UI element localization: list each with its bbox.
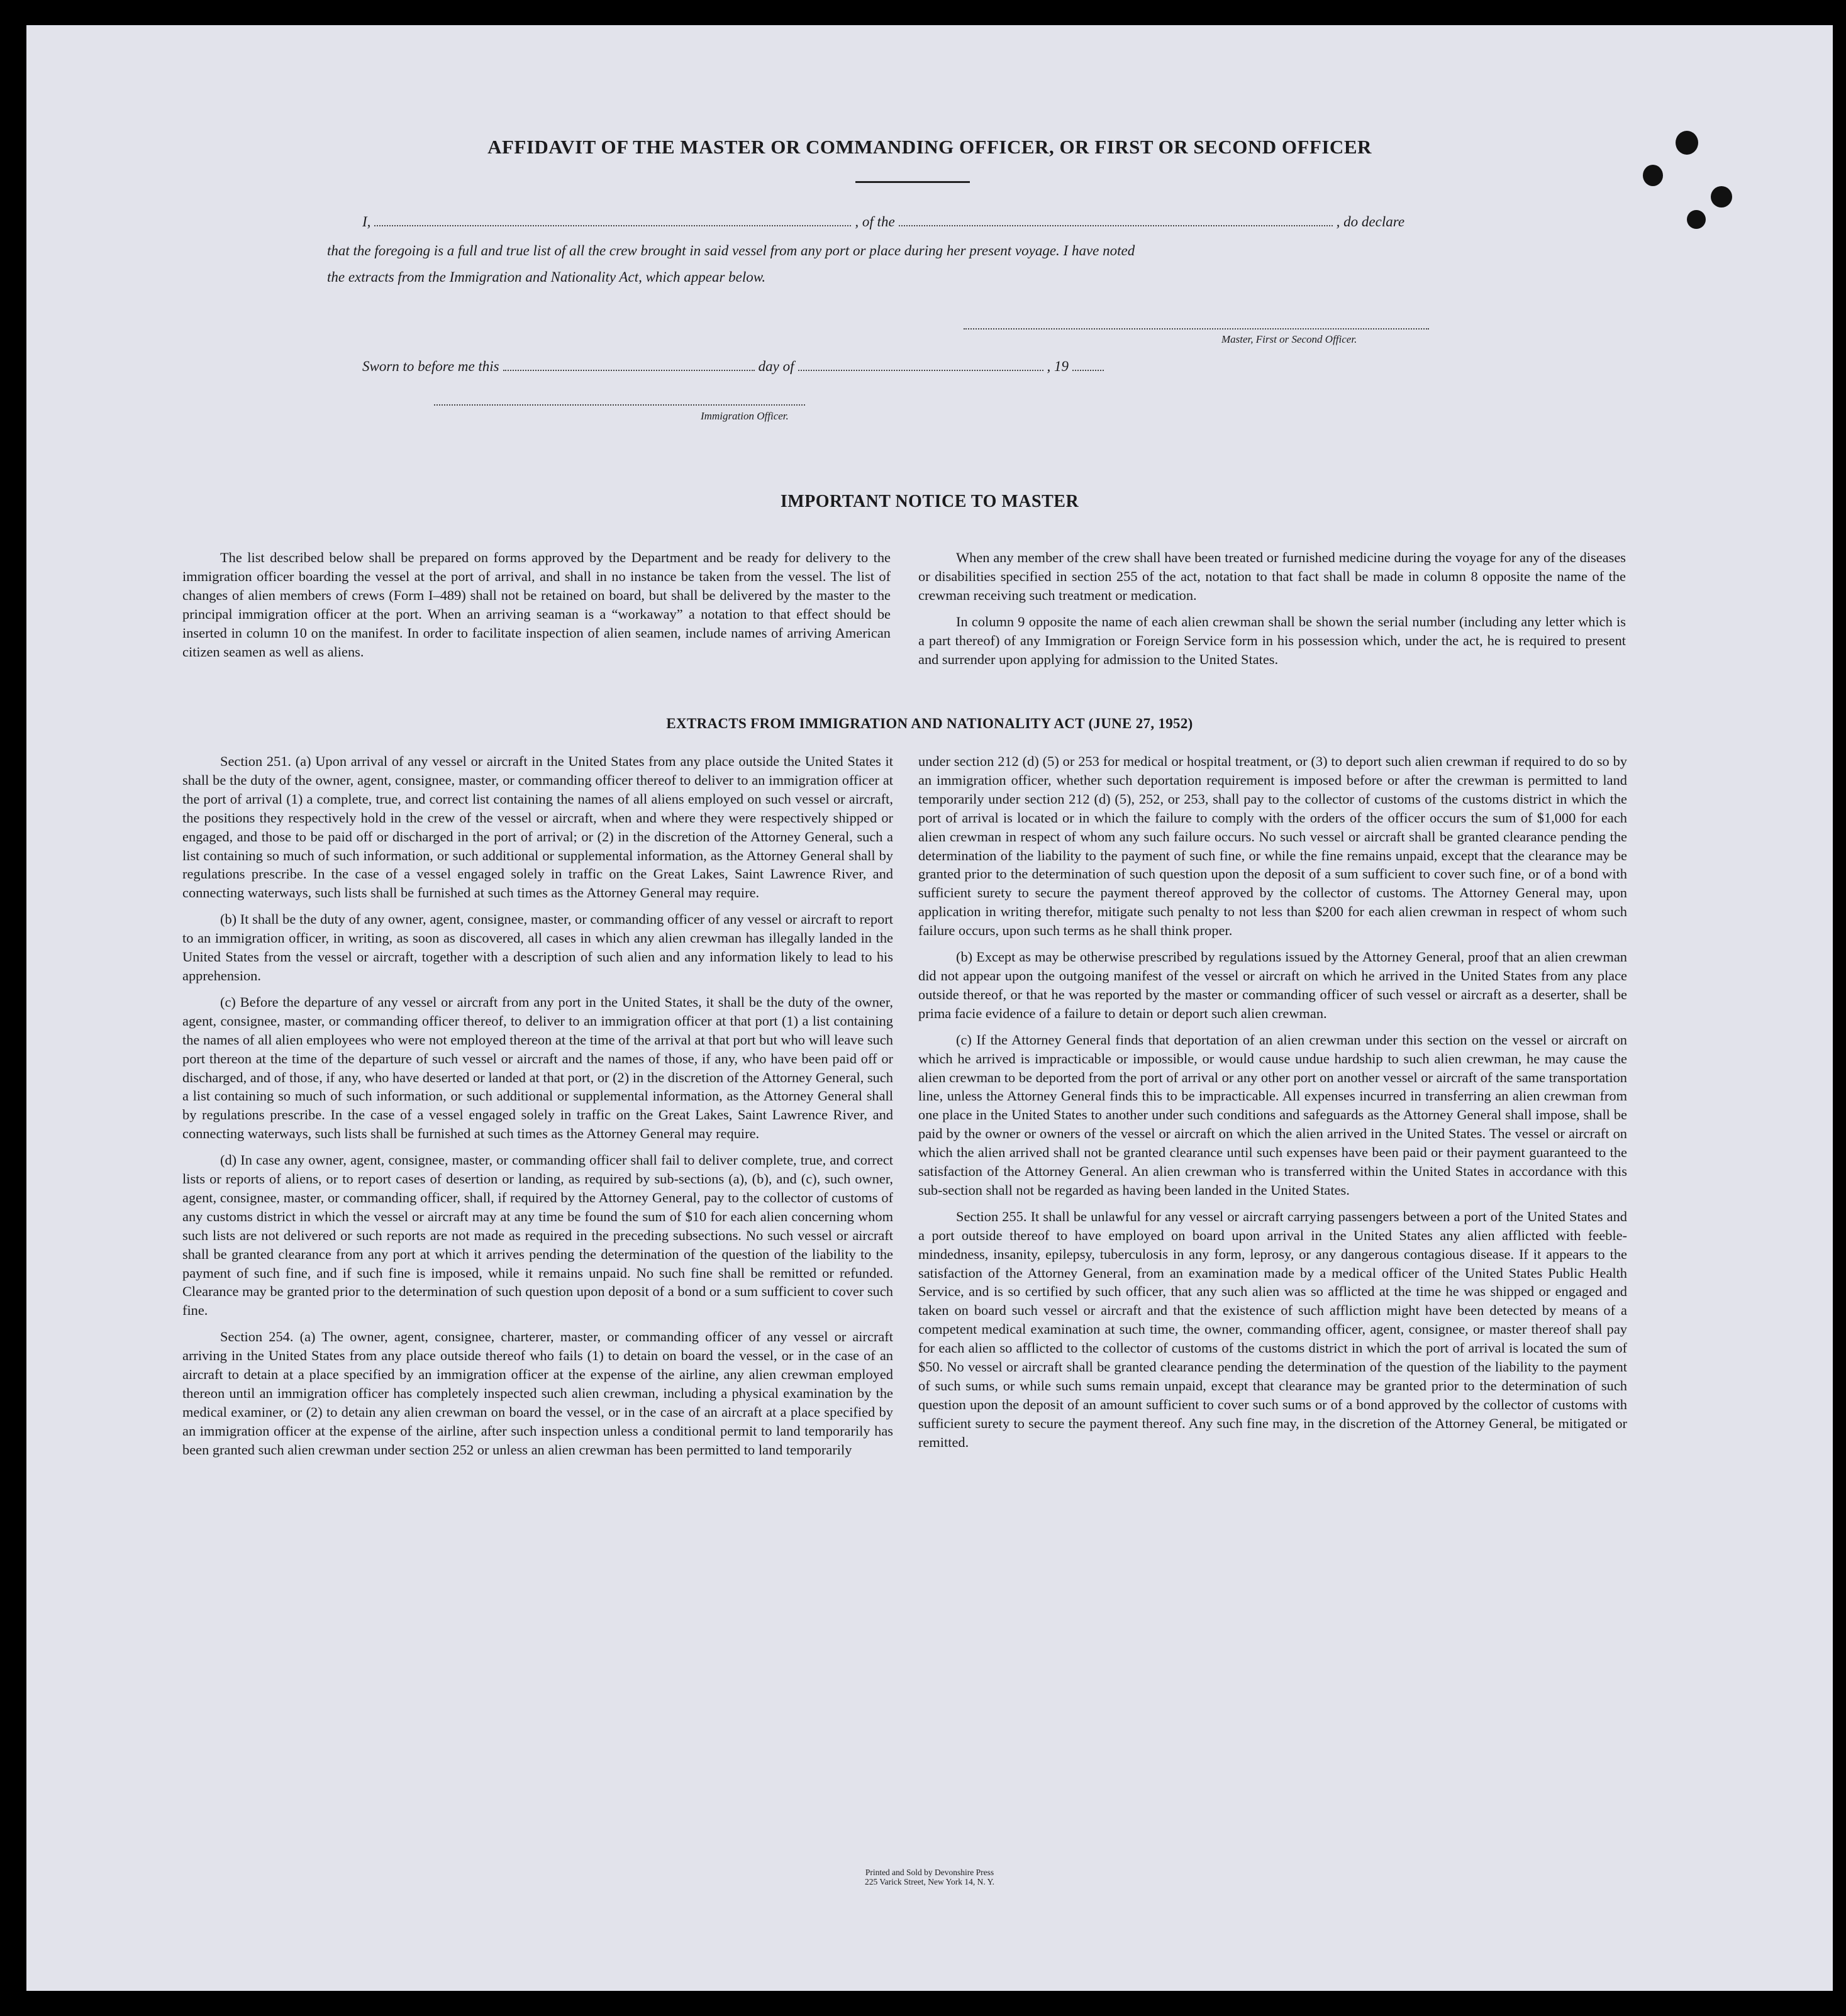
extracts-left-column — [182, 752, 893, 1459]
extract-paragraph: Section 251. (a) Upon arrival of any vessel or aircraft in the United States from any place outside the United States it shall be the duty of the owner, agent, consignee, master, or commanding officer thereof to deliver to an immigration officer at the port of arrival (1) a complete, true, and correct list containing the names of all aliens employed on such vessel or aircraft, the positions they respectively hold in the crew of the vessel or aircraft, when and where they were respectively shipped or engaged, and those to be paid off or discharged in the port of arrival; or (2) in the discretion of the Attorney General, such a list containing so much of such information, or such additional or supplemental information, as the Attorney General shall by regulations prescribe. In the case of a vessel engaged solely in traffic on the Great Lakes, Saint Lawrence River, and connecting waterways, such lists shall be furnished at such times as the Attorney General may require. — [182, 753, 893, 901]
extract-paragraph: (c) Before the departure of any vessel or aircraft from any port in the United States, it shall be the duty of the owner, agent, consignee, master, or commanding officer thereof, to deliver to an immigration officer at that port (1) a list containing the names of all alien employees who were not employed thereon at the time of the arrival at that port but who will leave such port thereon at the time of the departure of such vessel or aircraft and the names of those, if any, who have been paid off or discharged, and of those, if any, who have deserted or landed at that port, or (2) in the discretion of the Attorney General, such a list containing so much of such information, or such additional or supplemental information, as the Attorney General shall by regulations prescribe. In the case of a vessel engaged solely in traffic on the Great Lakes, Saint Lawrence River, and connecting waterways, such lists shall be furnished at such times as the Attorney General may require. — [182, 994, 893, 1142]
declaration-line-3: the extracts from the Immigration and Nationality Act, which appear below. — [327, 269, 766, 285]
printer-imprint — [26, 1868, 1833, 1886]
officer-signature-line — [434, 404, 805, 406]
day-blank — [503, 357, 755, 371]
extract-paragraph: under section 212 (d) (5) or 253 for medical or hospital treatment, or (3) to deport such alien crewman if required to do so by an immigration officer, whether such deportation requirement is imposed before or after the crewman is permitted to land temporarily under section 212 (d) (5), 252, or 253, shall pay to the collector of customs of the customs district in which the port of arrival is located or in which the failure to comply with the orders of the officer occurs the sum of $1,000 for each alien crewman in respect of whom any such failure occurs. No such vessel or aircraft shall be granted clearance pending the determination of the liability to the payment of such fine, or while the fine remains unpaid, except that the clearance may be granted prior to the determination of such question upon the deposit of a sum sufficient to cover such fine, or of a bond with sufficient surety to secure the payment thereof approved by the collector of customs. The Attorney General may, upon application in writing therefor, mitigate such penalty to not less than $200 for each alien crewman in respect of whom such failure occurs, upon such terms as he shall think proper. — [918, 753, 1627, 939]
declaration-line-1 — [362, 213, 1404, 230]
decl-do-declare: , do declare — [1336, 214, 1405, 230]
sworn-text: Sworn to before me this — [362, 358, 499, 374]
master-signature-caption: Master, First or Second Officer. — [1221, 333, 1357, 345]
title-rule — [855, 181, 970, 183]
extract-paragraph: (d) In case any owner, agent, consignee, master, or commanding officer shall fail to deliver complete, true, and correct lists or reports of aliens, or to report cases of desertion or landing, as required by sub-sections (a), (b), and (c), such owner, agent, consignee, master, or commanding officer, shall, if required by the Attorney General, pay to the collector of customs of any customs district in which the vessel or aircraft may at any time be found the sum of $10 for each alien concerning whom such lists are not delivered or such reports are not made as required in the preceding subsections. No such vessel or aircraft shall be granted clearance from any port at which it arrives pending the determination of the question of the liability to the payment of such fine, and if such fine is imposed, while it remains unpaid. No such fine shall be remitted or refunded. Clearance may be granted prior to the determination of such question upon deposit of a bond or a sum sufficient to cover such fine. — [182, 1152, 893, 1319]
punch-hole — [1687, 210, 1706, 229]
name-blank — [374, 213, 851, 226]
sworn-year: , 19 — [1047, 358, 1069, 374]
extract-paragraph: (c) If the Attorney General finds that deportation of an alien crewman under this section on the vessel or aircraft on which he arrived is impracticable or impossible, or would cause undue hardship to such alien crewman, he may cause the alien crewman to be deported from the port of arrival or any other port on another vessel or aircraft of the same transportation line, unless the Attorney General finds this to be impracticable. All expenses incurred in transferring an alien crewman from one place in the United States to another under such conditions and safeguards as the Attorney General shall impose, shall be paid by the owner or owners of the vessel or aircraft on which the alien arrived in the United States. The vessel or aircraft on which the alien arrived shall not be granted clearance until such expenses have been paid or their payment guaranteed to the satisfaction of the Attorney General. An alien crewman who is transferred within the United States in accordance with this sub-section shall not be regarded as having been landed in the United States. — [918, 1031, 1627, 1198]
year-blank — [1072, 357, 1104, 371]
notice-paragraph: The list described below shall be prepared on forms approved by the Department and be ready for delivery to the immigration officer boarding the vessel at the port of arrival, and shall in no instance be taken from the vessel. The list of changes of alien members of crews (Form I–489) shall not be retained on board, but shall be delivered by the master to the principal immigration officer at the port. When an arriving seaman is a “workaway” a notation to that effect should be inserted in column 10 on the manifest. In order to facilitate inspection of alien seamen, include names of arriving American citizen seamen as well as aliens. — [182, 550, 891, 660]
sworn-day-of: day of — [758, 358, 794, 374]
vessel-blank — [899, 213, 1333, 226]
notice-title: IMPORTANT NOTICE TO MASTER — [780, 492, 1079, 511]
affidavit-title: AFFIDAVIT OF THE MASTER OR COMMANDING OFFICER, OR FIRST OR SECOND OFFICER — [487, 136, 1372, 158]
month-blank — [798, 357, 1043, 371]
punch-hole — [1676, 131, 1698, 155]
extracts-right-column — [918, 752, 1627, 1452]
punch-hole — [1711, 186, 1732, 208]
officer-signature-caption: Immigration Officer. — [701, 410, 789, 422]
imprint-line-1: Printed and Sold by Devonshire Press — [865, 1868, 994, 1877]
sworn-line — [362, 357, 1108, 375]
notice-right-column — [918, 548, 1626, 668]
extracts-title: EXTRACTS FROM IMMIGRATION AND NATIONALITY ACT (JUNE 27, 1952) — [666, 716, 1193, 731]
master-signature-line — [964, 328, 1429, 330]
extract-paragraph: (b) Except as may be otherwise prescribed by regulations issued by the Attorney General, proof that an alien crewman did not appear upon the outgoing manifest of the vessel or aircraft on which he arrived in the United States from any place outside thereof, or that he was reported by the master or commanding officer of such vessel or aircraft as a deserter, shall be prima facie evidence of a failure to detain or deport such alien crewman. — [918, 949, 1627, 1021]
extract-paragraph: Section 255. It shall be unlawful for any vessel or aircraft carrying passengers between a port of the United States and a port outside thereof to have employed on board upon arrival in the United States any alien afflicted with feeble-mindedness, insanity, epilepsy, tuberculosis in any form, leprosy, or any dangerous contagious disease. If it appears to the satisfaction of the Attorney General, from an examination made by a medical officer of the United States Public Health Service, and is so certified by such officer, that any such alien was so afflicted at the time he was shipped or engaged and taken on board such vessel or aircraft and that the existence of such affliction might have been detected by means of a competent medical examination at such time, the owner, commanding officer, agent, consignee, or master thereof shall pay for each alien so afflicted to the collector of customs of the customs district in which the port of arrival is located the sum of $50. No vessel or aircraft shall be granted clearance pending the determination of the question of the liability to the payment of such sums, or while such sums remain unpaid, except that clearance may be granted prior to the determination of such question upon the deposit of an amount sufficient to cover such sums or of a bond approved by the collector of customs with sufficient surety to secure the payment thereof. Any such fine may, in the discretion of the Attorney General, be mitigated or remitted. — [918, 1208, 1627, 1450]
document-page — [26, 25, 1833, 1991]
punch-hole — [1643, 165, 1663, 186]
extract-paragraph: Section 254. (a) The owner, agent, consignee, charterer, master, or commanding officer of any vessel or aircraft arriving in the United States from any place outside thereof who fails (1) to detain on board the vessel, or in the case of an aircraft to detain at a place specified by an immigration officer at the expense of the airline, any alien crewman employed thereon until an immigration officer has completely inspected such alien crewman, including a physical examination by the medical examiner, or (2) to detain any alien crewman on board the vessel, or in the case of an aircraft at a place specified by an immigration officer at the expense of the airline, after such inspection unless a conditional permit to land temporarily has been granted such alien crewman under section 252 or unless an alien crewman has been permitted to land temporarily — [182, 1329, 893, 1458]
notice-paragraph: In column 9 opposite the name of each alien crewman shall be shown the serial number (including any letter which is a part thereof) of any Immigration or Foreign Service form in his possession which, under the act, he is required to present and surrender upon applying for admission to the United States. — [918, 613, 1626, 667]
notice-paragraph: When any member of the crew shall have been treated or furnished medicine during the voyage for any of the diseases or disabilities specified in section 255 of the act, notation to that fact shall be made in column 8 opposite the name of the crewman receiving such treatment or medication. — [918, 550, 1626, 603]
notice-left-column — [182, 548, 891, 661]
declaration-line-2: that the foregoing is a full and true list of all the crew brought in said vessel from any port or place during her present voyage. I have noted — [327, 243, 1135, 258]
extract-paragraph: (b) It shall be the duty of any owner, agent, consignee, master, or commanding officer of any vessel or aircraft to report to an immigration officer, in writing, as soon as discovered, all cases in which any alien crewman has illegally landed in the United States from the vessel or aircraft, together with a description of such alien and any information likely to lead to his apprehension. — [182, 911, 893, 983]
imprint-line-2: 225 Varick Street, New York 14, N. Y. — [865, 1877, 994, 1886]
decl-i: I, — [362, 214, 371, 230]
decl-of-the: , of the — [855, 214, 895, 230]
